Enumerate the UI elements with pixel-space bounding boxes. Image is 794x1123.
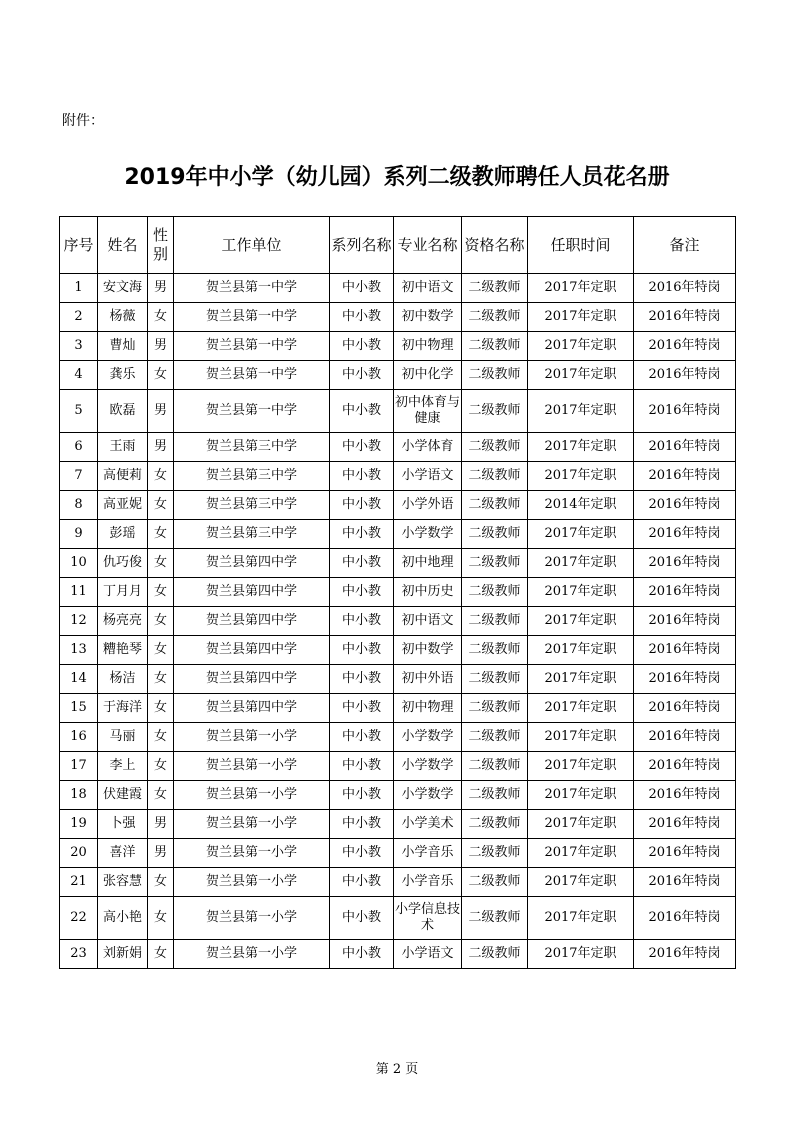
cell-appointment-time: 2017年定职 (528, 897, 634, 940)
cell-index: 6 (60, 433, 98, 462)
cell-qualification: 二级教师 (462, 897, 528, 940)
cell-appointment-time: 2017年定职 (528, 723, 634, 752)
cell-remarks: 2016年特岗 (634, 332, 736, 361)
table-row (60, 868, 736, 897)
cell-name: 高小艳 (98, 897, 148, 940)
page-title: 2019年中小学（幼儿园）系列二级教师聘任人员花名册 (124, 165, 670, 190)
cell-gender: 女 (148, 578, 174, 607)
col-header-qualification: 资格名称 (462, 217, 528, 274)
cell-name: 杨亮亮 (98, 607, 148, 636)
cell-index: 20 (60, 839, 98, 868)
cell-qualification: 二级教师 (462, 752, 528, 781)
cell-gender: 女 (148, 462, 174, 491)
table-row (60, 636, 736, 665)
cell-remarks: 2016年特岗 (634, 361, 736, 390)
table-row (60, 549, 736, 578)
cell-remarks: 2016年特岗 (634, 723, 736, 752)
cell-major: 小学音乐 (394, 868, 462, 897)
cell-gender: 男 (148, 274, 174, 303)
cell-workplace: 贺兰县第三中学 (174, 491, 330, 520)
cell-major: 初中外语 (394, 665, 462, 694)
cell-major: 小学数学 (394, 723, 462, 752)
cell-name: 于海洋 (98, 694, 148, 723)
cell-gender: 女 (148, 781, 174, 810)
page-number: 第 2 页 (375, 1062, 419, 1077)
cell-qualification: 二级教师 (462, 665, 528, 694)
cell-series: 中小教 (330, 694, 394, 723)
cell-appointment-time: 2017年定职 (528, 694, 634, 723)
cell-remarks: 2016年特岗 (634, 897, 736, 940)
table-row (60, 462, 736, 491)
cell-name: 安文海 (98, 274, 148, 303)
cell-major: 初中物理 (394, 694, 462, 723)
cell-series: 中小教 (330, 839, 394, 868)
cell-gender: 女 (148, 940, 174, 969)
cell-appointment-time: 2014年定职 (528, 491, 634, 520)
cell-major: 小学美术 (394, 810, 462, 839)
cell-series: 中小教 (330, 332, 394, 361)
attachment-label: 附件： (62, 113, 104, 129)
cell-appointment-time: 2017年定职 (528, 636, 634, 665)
cell-name: 仇巧俊 (98, 549, 148, 578)
cell-name: 丁月月 (98, 578, 148, 607)
cell-index: 17 (60, 752, 98, 781)
cell-remarks: 2016年特岗 (634, 810, 736, 839)
cell-gender: 女 (148, 752, 174, 781)
cell-qualification: 二级教师 (462, 462, 528, 491)
cell-remarks: 2016年特岗 (634, 940, 736, 969)
cell-series: 中小教 (330, 940, 394, 969)
cell-index: 15 (60, 694, 98, 723)
cell-remarks: 2016年特岗 (634, 636, 736, 665)
cell-major: 初中地理 (394, 549, 462, 578)
cell-appointment-time: 2017年定职 (528, 607, 634, 636)
cell-remarks: 2016年特岗 (634, 433, 736, 462)
cell-qualification: 二级教师 (462, 694, 528, 723)
cell-major: 初中数学 (394, 303, 462, 332)
cell-qualification: 二级教师 (462, 361, 528, 390)
cell-series: 中小教 (330, 274, 394, 303)
cell-workplace: 贺兰县第四中学 (174, 549, 330, 578)
table-row (60, 390, 736, 433)
cell-remarks: 2016年特岗 (634, 491, 736, 520)
cell-qualification: 二级教师 (462, 332, 528, 361)
cell-workplace: 贺兰县第三中学 (174, 433, 330, 462)
cell-major: 小学数学 (394, 520, 462, 549)
cell-remarks: 2016年特岗 (634, 694, 736, 723)
cell-index: 19 (60, 810, 98, 839)
cell-remarks: 2016年特岗 (634, 665, 736, 694)
cell-gender: 女 (148, 361, 174, 390)
cell-remarks: 2016年特岗 (634, 462, 736, 491)
cell-index: 9 (60, 520, 98, 549)
cell-workplace: 贺兰县第一小学 (174, 781, 330, 810)
cell-gender: 女 (148, 694, 174, 723)
cell-remarks: 2016年特岗 (634, 607, 736, 636)
cell-name: 王雨 (98, 433, 148, 462)
cell-workplace: 贺兰县第四中学 (174, 578, 330, 607)
cell-major: 初中化学 (394, 361, 462, 390)
table-row (60, 303, 736, 332)
cell-major: 初中语文 (394, 274, 462, 303)
cell-major: 小学体育 (394, 433, 462, 462)
col-header-workplace: 工作单位 (174, 217, 330, 274)
table-row (60, 332, 736, 361)
cell-workplace: 贺兰县第三中学 (174, 462, 330, 491)
table-body (60, 274, 736, 969)
cell-name: 高亚妮 (98, 491, 148, 520)
cell-workplace: 贺兰县第一中学 (174, 390, 330, 433)
cell-major: 初中物理 (394, 332, 462, 361)
cell-name: 张容慧 (98, 868, 148, 897)
cell-series: 中小教 (330, 462, 394, 491)
cell-name: 彭瑶 (98, 520, 148, 549)
cell-series: 中小教 (330, 578, 394, 607)
cell-remarks: 2016年特岗 (634, 274, 736, 303)
cell-series: 中小教 (330, 491, 394, 520)
cell-qualification: 二级教师 (462, 810, 528, 839)
table-row (60, 433, 736, 462)
cell-qualification: 二级教师 (462, 868, 528, 897)
cell-workplace: 贺兰县第四中学 (174, 636, 330, 665)
cell-index: 16 (60, 723, 98, 752)
cell-major: 小学数学 (394, 752, 462, 781)
cell-qualification: 二级教师 (462, 549, 528, 578)
cell-index: 10 (60, 549, 98, 578)
col-header-series: 系列名称 (330, 217, 394, 274)
col-header-major: 专业名称 (394, 217, 462, 274)
table-row (60, 520, 736, 549)
cell-remarks: 2016年特岗 (634, 781, 736, 810)
cell-workplace: 贺兰县第一中学 (174, 274, 330, 303)
cell-workplace: 贺兰县第四中学 (174, 694, 330, 723)
cell-gender: 男 (148, 390, 174, 433)
cell-appointment-time: 2017年定职 (528, 274, 634, 303)
cell-qualification: 二级教师 (462, 723, 528, 752)
col-header-remarks: 备注 (634, 217, 736, 274)
cell-gender: 女 (148, 636, 174, 665)
cell-appointment-time: 2017年定职 (528, 940, 634, 969)
cell-workplace: 贺兰县第三中学 (174, 520, 330, 549)
cell-appointment-time: 2017年定职 (528, 665, 634, 694)
cell-major: 小学信息技术 (394, 897, 462, 940)
table-row (60, 940, 736, 969)
cell-index: 13 (60, 636, 98, 665)
cell-index: 18 (60, 781, 98, 810)
cell-name: 糟艳琴 (98, 636, 148, 665)
cell-name: 曹灿 (98, 332, 148, 361)
cell-remarks: 2016年特岗 (634, 520, 736, 549)
table-row (60, 694, 736, 723)
cell-name: 欧磊 (98, 390, 148, 433)
cell-workplace: 贺兰县第一小学 (174, 897, 330, 940)
cell-workplace: 贺兰县第一小学 (174, 868, 330, 897)
cell-workplace: 贺兰县第一中学 (174, 332, 330, 361)
cell-appointment-time: 2017年定职 (528, 781, 634, 810)
cell-workplace: 贺兰县第一小学 (174, 940, 330, 969)
table-row (60, 723, 736, 752)
table-row (60, 607, 736, 636)
cell-gender: 女 (148, 897, 174, 940)
cell-series: 中小教 (330, 520, 394, 549)
cell-qualification: 二级教师 (462, 520, 528, 549)
col-header-appointment-time: 任职时间 (528, 217, 634, 274)
table-row (60, 897, 736, 940)
table-header-row (60, 217, 736, 274)
cell-remarks: 2016年特岗 (634, 549, 736, 578)
cell-series: 中小教 (330, 636, 394, 665)
table-row (60, 665, 736, 694)
cell-series: 中小教 (330, 868, 394, 897)
cell-major: 初中历史 (394, 578, 462, 607)
cell-appointment-time: 2017年定职 (528, 462, 634, 491)
cell-appointment-time: 2017年定职 (528, 839, 634, 868)
cell-index: 3 (60, 332, 98, 361)
cell-qualification: 二级教师 (462, 491, 528, 520)
cell-qualification: 二级教师 (462, 433, 528, 462)
cell-series: 中小教 (330, 752, 394, 781)
cell-name: 喜洋 (98, 839, 148, 868)
cell-appointment-time: 2017年定职 (528, 578, 634, 607)
cell-gender: 女 (148, 303, 174, 332)
col-header-index: 序号 (60, 217, 98, 274)
cell-name: 伏建霞 (98, 781, 148, 810)
cell-series: 中小教 (330, 897, 394, 940)
cell-series: 中小教 (330, 781, 394, 810)
cell-major: 初中体育与健康 (394, 390, 462, 433)
cell-index: 8 (60, 491, 98, 520)
cell-appointment-time: 2017年定职 (528, 520, 634, 549)
cell-name: 卜强 (98, 810, 148, 839)
table-row (60, 274, 736, 303)
cell-appointment-time: 2017年定职 (528, 752, 634, 781)
cell-name: 龚乐 (98, 361, 148, 390)
table-row (60, 752, 736, 781)
table-row (60, 491, 736, 520)
cell-name: 杨薇 (98, 303, 148, 332)
cell-qualification: 二级教师 (462, 390, 528, 433)
cell-appointment-time: 2017年定职 (528, 332, 634, 361)
cell-major: 初中语文 (394, 607, 462, 636)
cell-index: 2 (60, 303, 98, 332)
cell-appointment-time: 2017年定职 (528, 433, 634, 462)
cell-name: 高便莉 (98, 462, 148, 491)
cell-appointment-time: 2017年定职 (528, 390, 634, 433)
cell-index: 12 (60, 607, 98, 636)
cell-qualification: 二级教师 (462, 839, 528, 868)
cell-series: 中小教 (330, 607, 394, 636)
table-row (60, 578, 736, 607)
cell-name: 杨洁 (98, 665, 148, 694)
cell-major: 初中数学 (394, 636, 462, 665)
cell-gender: 女 (148, 549, 174, 578)
cell-index: 1 (60, 274, 98, 303)
cell-gender: 女 (148, 607, 174, 636)
table-row (60, 781, 736, 810)
table-row (60, 839, 736, 868)
cell-major: 小学语文 (394, 940, 462, 969)
cell-qualification: 二级教师 (462, 607, 528, 636)
cell-remarks: 2016年特岗 (634, 390, 736, 433)
cell-workplace: 贺兰县第一小学 (174, 752, 330, 781)
cell-index: 22 (60, 897, 98, 940)
cell-name: 刘新娟 (98, 940, 148, 969)
cell-series: 中小教 (330, 303, 394, 332)
cell-workplace: 贺兰县第一中学 (174, 303, 330, 332)
cell-major: 小学音乐 (394, 839, 462, 868)
cell-workplace: 贺兰县第一中学 (174, 361, 330, 390)
cell-appointment-time: 2017年定职 (528, 361, 634, 390)
cell-remarks: 2016年特岗 (634, 578, 736, 607)
cell-qualification: 二级教师 (462, 303, 528, 332)
cell-index: 11 (60, 578, 98, 607)
cell-name: 李上 (98, 752, 148, 781)
table-row (60, 361, 736, 390)
cell-remarks: 2016年特岗 (634, 868, 736, 897)
cell-workplace: 贺兰县第一小学 (174, 839, 330, 868)
cell-series: 中小教 (330, 390, 394, 433)
cell-remarks: 2016年特岗 (634, 752, 736, 781)
cell-gender: 女 (148, 723, 174, 752)
cell-qualification: 二级教师 (462, 636, 528, 665)
cell-index: 23 (60, 940, 98, 969)
cell-series: 中小教 (330, 723, 394, 752)
teacher-roster-table (59, 216, 736, 969)
cell-major: 小学语文 (394, 462, 462, 491)
cell-remarks: 2016年特岗 (634, 839, 736, 868)
cell-gender: 男 (148, 332, 174, 361)
cell-qualification: 二级教师 (462, 781, 528, 810)
cell-appointment-time: 2017年定职 (528, 810, 634, 839)
cell-appointment-time: 2017年定职 (528, 303, 634, 332)
cell-index: 4 (60, 361, 98, 390)
col-header-gender: 性别 (148, 217, 174, 274)
cell-workplace: 贺兰县第一小学 (174, 810, 330, 839)
cell-series: 中小教 (330, 433, 394, 462)
cell-qualification: 二级教师 (462, 940, 528, 969)
cell-major: 小学外语 (394, 491, 462, 520)
cell-gender: 女 (148, 520, 174, 549)
cell-qualification: 二级教师 (462, 274, 528, 303)
cell-name: 马丽 (98, 723, 148, 752)
table-row (60, 810, 736, 839)
cell-series: 中小教 (330, 810, 394, 839)
cell-index: 5 (60, 390, 98, 433)
cell-workplace: 贺兰县第四中学 (174, 607, 330, 636)
cell-gender: 男 (148, 433, 174, 462)
cell-workplace: 贺兰县第一小学 (174, 723, 330, 752)
cell-series: 中小教 (330, 665, 394, 694)
cell-gender: 女 (148, 665, 174, 694)
cell-gender: 男 (148, 810, 174, 839)
cell-gender: 男 (148, 839, 174, 868)
col-header-name: 姓名 (98, 217, 148, 274)
cell-qualification: 二级教师 (462, 578, 528, 607)
cell-workplace: 贺兰县第四中学 (174, 665, 330, 694)
cell-index: 7 (60, 462, 98, 491)
cell-series: 中小教 (330, 361, 394, 390)
cell-series: 中小教 (330, 549, 394, 578)
cell-gender: 女 (148, 491, 174, 520)
cell-index: 14 (60, 665, 98, 694)
cell-remarks: 2016年特岗 (634, 303, 736, 332)
cell-index: 21 (60, 868, 98, 897)
cell-appointment-time: 2017年定职 (528, 868, 634, 897)
cell-major: 小学数学 (394, 781, 462, 810)
cell-gender: 女 (148, 868, 174, 897)
cell-appointment-time: 2017年定职 (528, 549, 634, 578)
